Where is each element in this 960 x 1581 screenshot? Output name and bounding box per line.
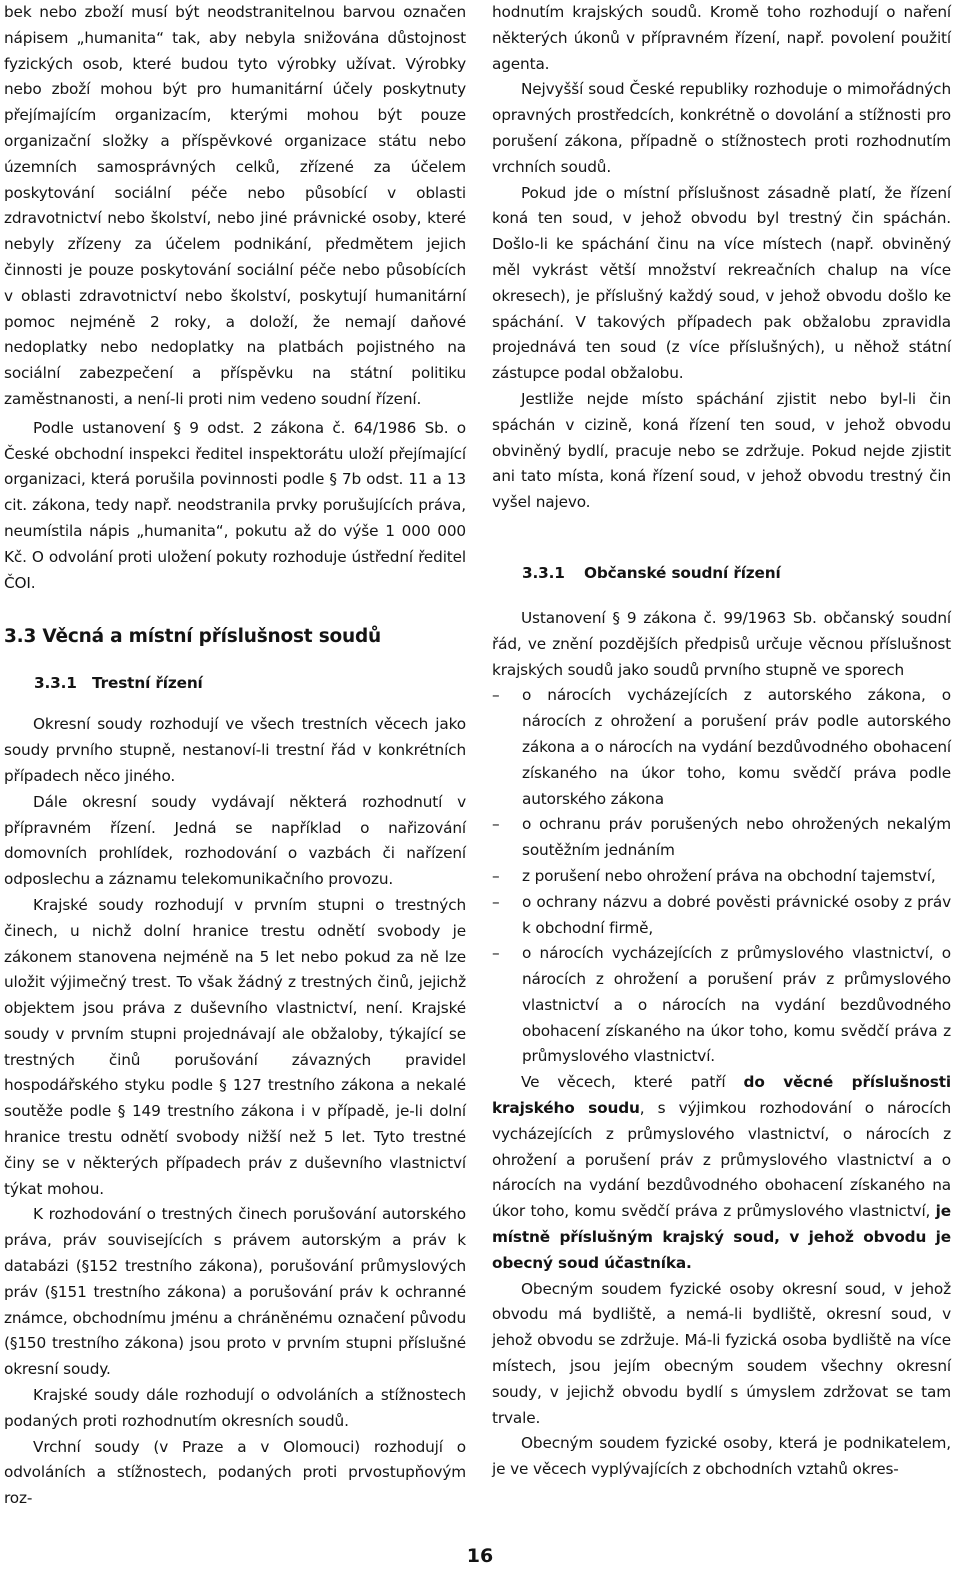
paragraph-run: Ve věcech, které patří [521,1073,744,1092]
list-item-text: o ochrany názvu a dobré pověsti právnické osoby z práv k obchodní firmě, [522,892,951,937]
dash-marker: – [492,892,500,911]
bold-run: do věcné příslušnosti krajského soudu [492,1073,951,1118]
dash-marker: – [492,686,500,705]
bold-run: je místně příslušným krajský soud, v jehož obvodu je obecný soud účastníka. [492,1202,951,1272]
list-item [492,941,951,1070]
dash-marker: – [492,866,500,885]
paragraph: Dále okresní soudy vydávají některá rozhodnutí v přípravném řízení. Jedná se například o nařizování domovních prohlídek, rozhodování o vazbách či nařízení odposlechu a záznamu telekomunikačního provozu. [4,792,466,889]
paragraph: Podle ustanovení § 9 odst. 2 zákona č. 64/1986 Sb. o České obchodní inspekci ředitel inspektorátu uloží přejímající organizaci, která porušila povinnosti podle § 7b odst. 11 a 13 cit. zákona, tedy např. neodstranila prvky porušujících práva, neumístila nápis „humanita“, pokutu až do výše 1 000 000 Kč. O odvolání proti uložení pokuty rozhoduje ústřední ředitel ČOI. [4,418,466,592]
paragraph: K rozhodování o trestných činech porušování autorského práva, práv souvisejících s právem autorským a práv k databázi (§152 trestního zákona), porušování průmyslových práv (§151 trestního zákona) a porušování práv k ochranné známce, obchodnímu jménu a chráněnému označení původu (§150 trestního zákona) jsou proto v prvním stupni příslušné okresní soudy. [4,1205,466,1379]
paragraph: Krajské soudy dále rozhodují o odvoláních a stížnostech podaných proti rozhodnutím okresních soudů. [4,1386,466,1430]
paragraph: Vrchní soudy (v Praze a v Olomouci) rozhodují o odvoláních a stížnostech, podaných proti prvostupňovým roz- [4,1437,466,1508]
list-item-text: o ochranu práv porušených nebo ohrožených nekalým soutěžním jednáním [522,815,951,860]
paragraph: Krajské soudy rozhodují v prvním stupni o trestných činech, u nichž dolní hranice trestu odnětí svobody je zákonem stanovena nejméně na 5 let nebo pokud za ně lze uložit výjimečný trest. To však žádný z trestných činů, jejichž objektem jsou práva z duševního vlastnictví, není. Krajské soudy v prvním stupni projednávají ale obžaloby, týkající se trestných činů porušování závazných pravidel hospodářského styku podle § 127 trestního zákona a nekalé soutěže podle § 149 trestního zákona i v případě, je-li dolní hranice trestu odnětí svobody nižší než 5 let. Tyto trestné činy se v některých případech práv z duševního vlastnictví týkat mohou. [4,895,466,1198]
list-item [492,683,951,812]
section-heading: 3.3 Věcná a místní příslušnost soudů [4,626,382,648]
subsection-title: Občanské soudní řízení [584,563,781,582]
paragraph [492,1070,951,1276]
paragraph: Obecným soudem fyzické osoby okresní soud, v jehož obvodu má bydliště, a nemá-li bydliště, okresní soud, v jehož obvodu se zdržuje. Má-li fyzická osoba bydliště na více místech, jsou jejím obecným soudem všechny okresní soudy, v jejichž obvodu bydlí s úmyslem zdržovat se tam trvale. [492,1279,951,1427]
subsection-number: 3.3.1 [34,674,77,693]
paragraph: Pokud jde o místní příslušnost zásadně platí, že řízení koná ten soud, v jehož obvodu byl trestný čin spáchán. Došlo-li ke spáchání činu na více místech (např. obviněný měl vykrást větší množství rekreačních chalup na více okresech), je příslušný každý soud, v jehož obvodu došlo ke spáchání. V takových případech pak obžalobu zpravidla projednává ten soud (z více příslušných), u něhož státní zástupce podal obžalobu. [492,183,951,383]
subsection-title: Trestní řízení [92,674,203,693]
paragraph: Okresní soudy rozhodují ve všech trestních věcech jako soudy prvního stupně, nestanoví-li trestní řád v konkrétních případech něco jiného. [4,715,466,785]
subsection-heading [4,670,466,696]
dash-list [492,683,951,1070]
paragraph: Obecným soudem fyzické osoby, která je podnikatelem, je ve věcech vyplývajících z obchodních vztahů okres- [492,1434,951,1479]
list-item [492,812,951,864]
list-item-text: o nárocích vycházejících z průmyslového vlastnictví, o nárocích z ohrožení a porušení práv z průmyslového vlastnictví a o nárocích na vydání bezdůvodného obohacení získaného na úkor toho, komu svědčí práva z průmyslového vlastnictví. [522,944,951,1066]
paragraph: Nejvyšší soud České republiky rozhoduje o mimořádných opravných prostředcích, konkrétně o dovolání a stížnosti pro porušení zákona, případně o stížnostech proti rozhodnutím vrchních soudů. [492,80,951,176]
right-column [492,0,951,1483]
paragraph-run: , s výjimkou rozhodování o nárocích vycházejících z průmyslového vlastnictví, o nárocích z ohrožení a porušení práv z průmyslového vlastnictví a o nárocích na vydání bezdůvodného obohacení získaného na úkor toho, komu svědčí práva z průmyslového vlastnictví, [492,1099,952,1221]
paragraph: Ustanovení § 9 zákona č. 99/1963 Sb. občanský soudní řád, ve znění pozdějších předpisů určuje věcnou příslušnost krajských soudů jako soudů prvního stupně ve sporech [492,608,951,679]
list-item [492,864,951,890]
paragraph: hodnutím krajských soudů. Kromě toho rozhodují o naření některých úkonů v přípravném řízení, např. povolení použití agenta. [492,3,951,73]
paragraph: Jestliže nejde místo spáchání zjistit nebo byl-li čin spáchán v cizině, koná řízení ten soud, v jehož obvodu obviněný bydlí, pracuje nebo se zdržuje. Pokud nejde zjistit ani tato místa, koná řízení soud, v jehož obvodu trestný čin vyšel najevo. [492,389,951,512]
page-number: 16 [466,1545,494,1567]
left-column [4,0,466,1512]
list-item-text: z porušení nebo ohrožení práva na obchodní tajemství, [522,866,936,885]
dash-marker: – [492,815,500,834]
paragraph: bek nebo zboží musí být neodstranitelnou barvou označen nápisem „humanita“ tak, aby nebyla snižována důstojnost fyzických osob, které budou tyto výrobky užívat. Výrobky nebo zboží mohou být pro humanitární účely poskytnuty přejímajícím organizacím, kterými mohou být pouze organizační složky a příspěvkové organizace státu nebo územních samosprávných celků, zřízené za účelem poskytování sociální péče nebo působící v oblasti zdravotnictví nebo školství, nebo jiné právnické osoby, které nebyly zřízeny za účelem podnikání, předmětem jejich činnosti je pouze poskytování sociální péče nebo působících v oblasti zdravotnictví nebo školství, poskytují humanitární pomoc nejméně 2 roky, a doloží, že nemají daňové nedoplatky nebo nedoplatky na platbách pojistného na sociální zabezpečení a příspěvku na státní politiku zaměstnanosti, a není-li proti nim vedeno soudní řízení. [4,3,466,408]
list-item [492,890,951,942]
subsection-heading [492,560,951,586]
dash-marker: – [492,944,500,963]
list-item-text: o nárocích vycházejících z autorského zákona, o nárocích z ohrožení a porušení práv podle autorského zákona a o nárocích na vydání bezdůvodného obohacení získaného na úkor toho, komu svědčí práva podle autorského zákona [522,686,951,808]
subsection-number: 3.3.1 [522,563,565,582]
